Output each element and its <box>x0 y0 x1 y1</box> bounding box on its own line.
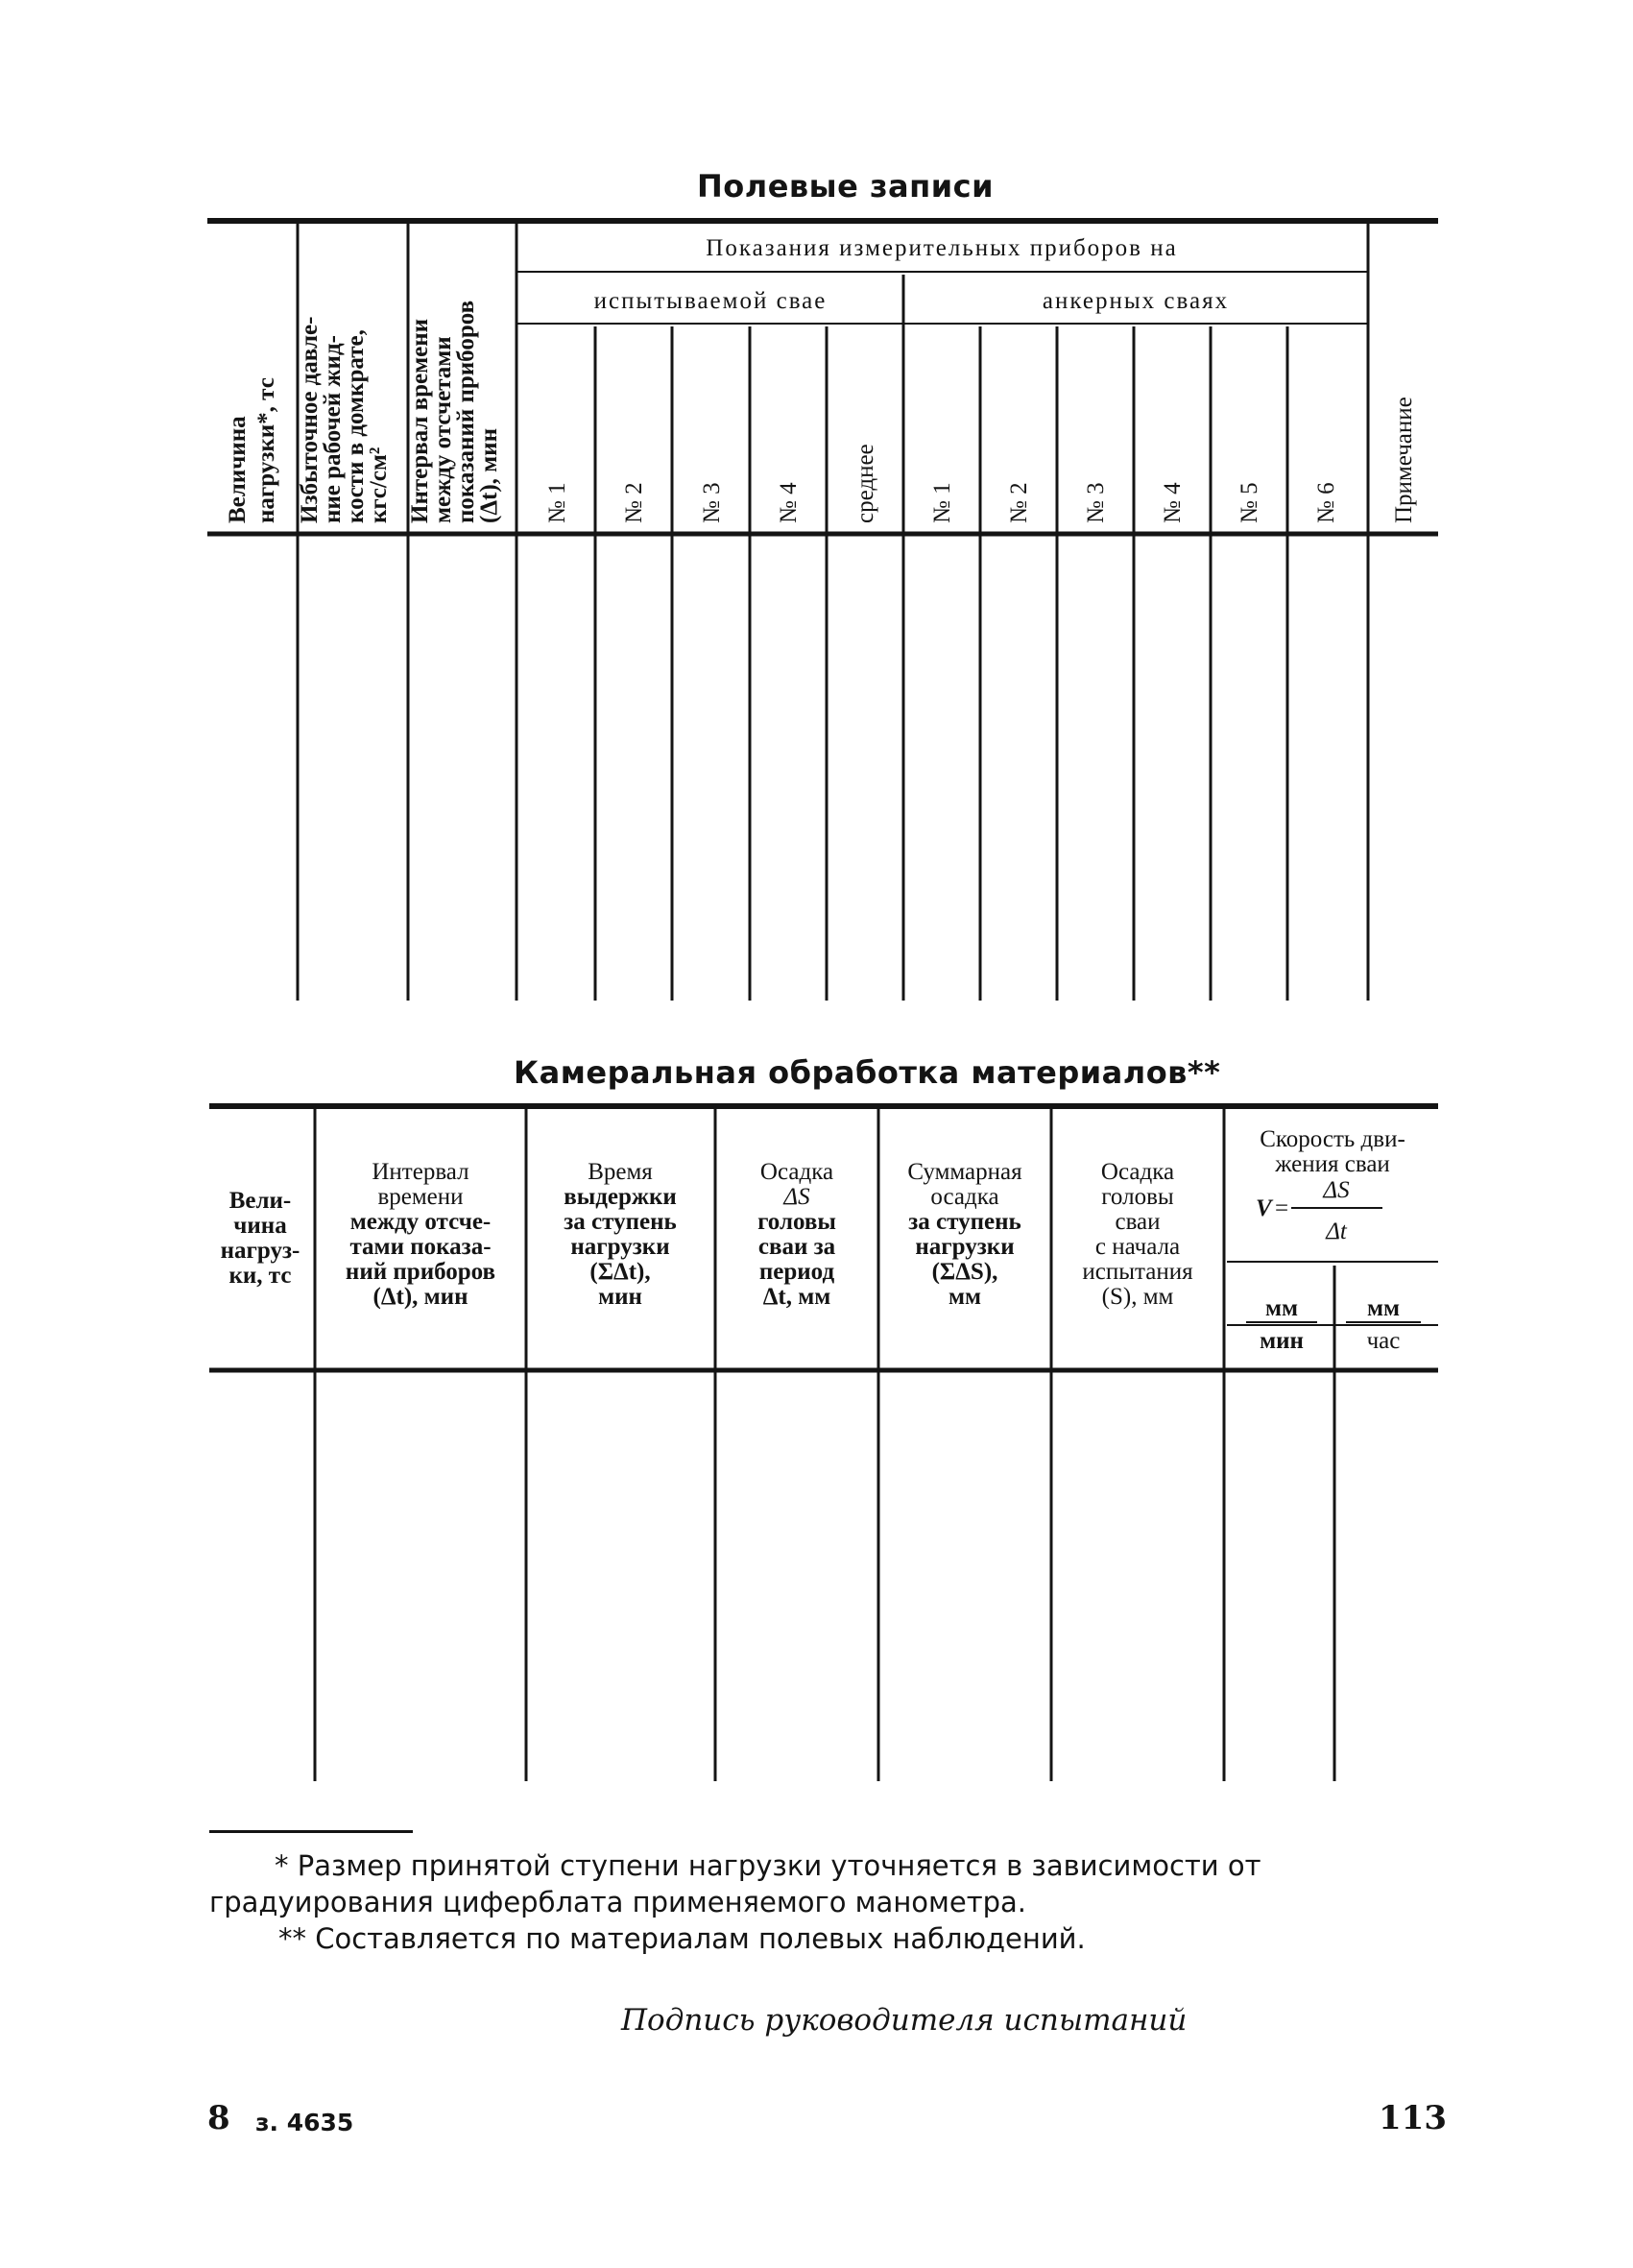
t2-col2-line: (Δt), мин <box>372 1284 468 1310</box>
unit1-denominator: мин <box>1260 1328 1304 1354</box>
t2-speed-header-line2: жения сваи <box>1275 1151 1390 1177</box>
footnote-1-line2: градуирования циферблата применяемого манометра. <box>209 1886 1027 1918</box>
footnote-2: ** Составляется по материалам полевых наблюдений. <box>278 1922 1086 1955</box>
t1-sub-anchor: анкерных сваях <box>1042 288 1230 314</box>
t2-col5-line: за ступень <box>908 1209 1021 1235</box>
footer-print-code: з. 4635 <box>255 2109 354 2136</box>
t1-interval-line3: показаний приборов <box>453 300 479 523</box>
t2-col1-line: ки, тс <box>228 1263 292 1289</box>
t2-col4-line: ΔS <box>783 1184 810 1210</box>
t2-col6-line: Осадка <box>1100 1159 1175 1185</box>
t1-pressure-line3: кости в домкрате, <box>343 329 369 523</box>
t1-interval-line4: (Δt), мин <box>476 428 502 523</box>
t1-anchor-col: № 4 <box>1160 482 1186 523</box>
unit1-numerator: мм <box>1264 1295 1299 1321</box>
unit2-denominator: час <box>1366 1328 1401 1354</box>
t1-pressure-line2: ние рабочей жид- <box>320 335 346 523</box>
t1-tested-col: среднее <box>853 444 878 523</box>
footnote-1-line1: * Размер принятой ступени нагрузки уточняется в зависимости от <box>275 1849 1261 1882</box>
t2-col2-line: ний приборов <box>345 1259 496 1285</box>
t2-col5-line: нагрузки <box>915 1234 1015 1260</box>
page-number: 113 <box>1379 2099 1447 2137</box>
t2-col6-line: испытания <box>1082 1259 1193 1285</box>
t1-tested-col: № 3 <box>699 482 725 523</box>
t2-col5-line: Суммарная <box>907 1159 1022 1185</box>
t2-col3-line: Время <box>588 1159 653 1185</box>
t2-col1-line: Вели- <box>228 1188 292 1214</box>
footnote-separator <box>209 1830 413 1833</box>
field-records-table <box>0 0 1633 1018</box>
t2-col1-line: чина <box>233 1213 287 1239</box>
t2-col2-line: времени <box>377 1184 464 1210</box>
t2-col6-line: с начала <box>1094 1234 1181 1260</box>
t2-col3-line: мин <box>598 1284 642 1310</box>
t1-load-line2: нагрузки*, тс <box>253 377 279 523</box>
t2-col4-line: период <box>758 1259 835 1285</box>
t1-sub-tested: испытываемой свае <box>593 288 828 314</box>
t1-anchor-col: № 1 <box>929 482 955 523</box>
t2-col3-line: выдержки <box>564 1184 677 1210</box>
t2-col2-line: между отсче- <box>349 1209 492 1235</box>
t2-col6-line: (S), мм <box>1101 1284 1174 1310</box>
processing-table <box>0 1095 1633 1796</box>
formula-v: V <box>1256 1195 1272 1221</box>
t1-anchor-col: № 2 <box>1006 482 1032 523</box>
t2-col5-line: (ΣΔS), <box>931 1259 998 1285</box>
t1-pressure-line1: Избыточное давле- <box>297 316 323 523</box>
formula-numerator: ΔS <box>1323 1177 1350 1203</box>
formula-equals: = <box>1275 1195 1289 1221</box>
t2-col2-line: тами показа- <box>349 1234 492 1260</box>
table1-title: Полевые записи <box>697 168 995 205</box>
table2-title: Камеральная обработка материалов** <box>514 1054 1221 1091</box>
signature-line: Подпись руководителя испытаний <box>621 2003 1188 2038</box>
t1-tested-col: № 2 <box>621 482 647 523</box>
t2-col6-line: сваи <box>1115 1209 1161 1235</box>
t2-col2-line: Интервал <box>372 1159 469 1185</box>
t2-col4-line: головы <box>757 1209 836 1235</box>
t1-pressure-line4: кгс/см² <box>366 446 392 523</box>
t2-speed-header-line1: Скорость дви- <box>1260 1126 1405 1152</box>
t1-anchor-col: № 3 <box>1083 482 1109 523</box>
t2-col4-line: сваи за <box>757 1234 836 1260</box>
t1-tested-col: № 4 <box>776 482 802 523</box>
t1-load-line1: Величина <box>225 416 251 523</box>
t1-interval-line2: между отсчетами <box>430 336 456 523</box>
unit2-numerator: мм <box>1366 1295 1401 1321</box>
t2-col5-line: мм <box>948 1284 982 1310</box>
t2-col3-line: (ΣΔt), <box>589 1259 651 1285</box>
t2-col4-line: Осадка <box>759 1159 834 1185</box>
t2-col3-line: нагрузки <box>570 1234 670 1260</box>
t2-col4-line: Δt, мм <box>762 1284 831 1310</box>
t1-note-col: Примечание <box>1391 397 1417 523</box>
t1-anchor-col: № 5 <box>1237 482 1262 523</box>
t2-col3-line: за ступень <box>564 1209 677 1235</box>
t2-col6-line: головы <box>1101 1184 1174 1210</box>
t1-group-header: Показания измерительных приборов на <box>706 235 1178 261</box>
t1-tested-col: № 1 <box>544 482 570 523</box>
formula-denominator: Δt <box>1326 1218 1347 1244</box>
t1-interval-line1: Интервал времени <box>407 318 433 523</box>
footer-left-number: 8 <box>207 2099 230 2137</box>
t1-anchor-col: № 6 <box>1313 482 1339 523</box>
t2-col1-line: нагруз- <box>220 1238 300 1264</box>
t2-col5-line: осадка <box>930 1184 999 1210</box>
